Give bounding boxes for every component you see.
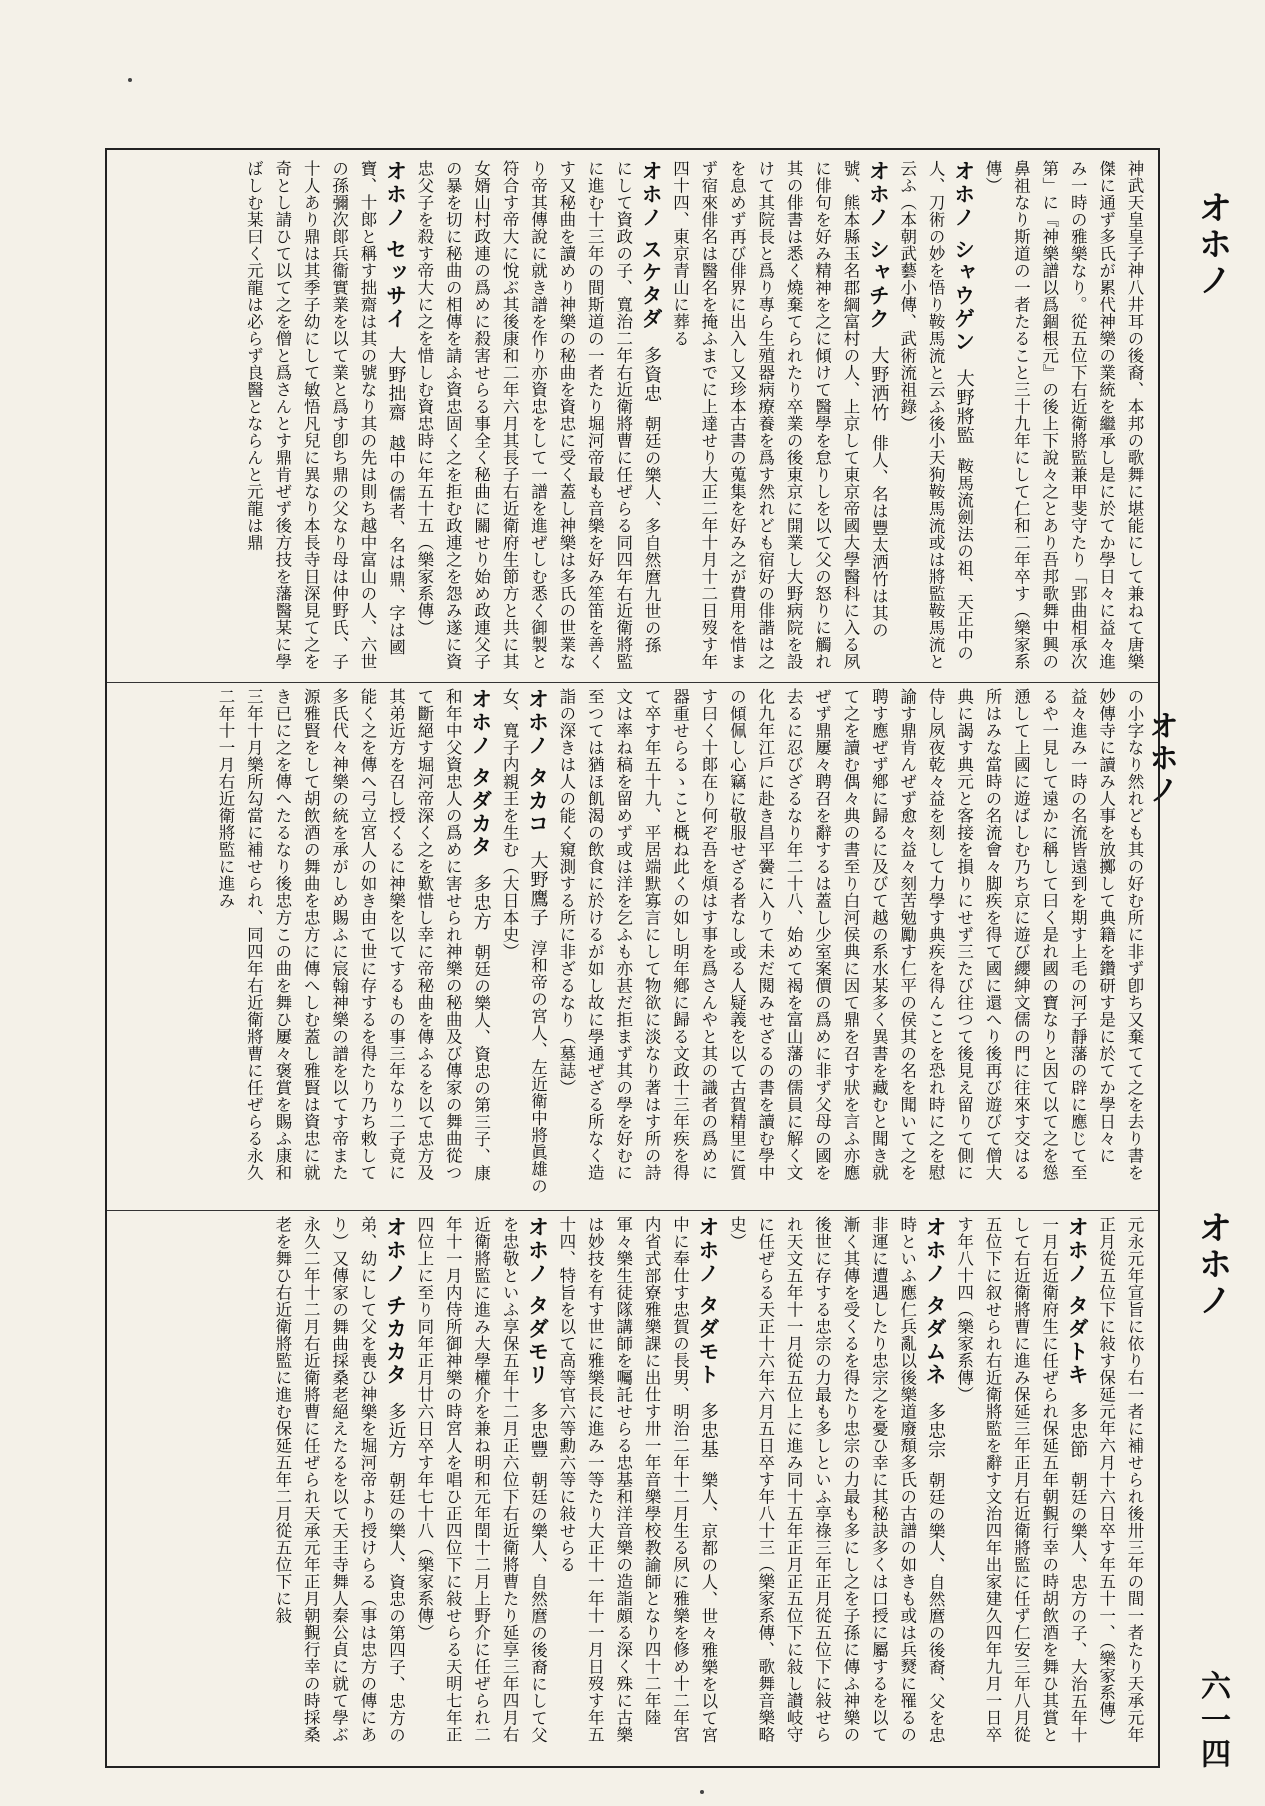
entry-name: 大野拙齋 [385, 346, 407, 423]
entry-text: 朝廷の樂人、自然麿の後裔にして父を忠敬といふ享保五年十二月正六位下右近衛將曹たり延享三年四月右近衛將監に進み大學權介を兼ね明和元年閏十二月上野介に任ぜられ二年十一月内侍所御神樂の時宮人を唱ひ正四位下に敍せらる天明七年正四位上に至り同年正月廿六日卒す年七十八（樂家系傳） [414, 1216, 548, 1744]
entry-continuation [1091, 1216, 1148, 1756]
entry [409, 160, 665, 670]
entry-heading: オホノ タダムネ [923, 1216, 949, 1387]
entry [409, 1216, 551, 1756]
running-header-top: オホノ [1192, 190, 1232, 298]
entry-name: 多忠豐 [527, 1402, 549, 1460]
entry [722, 1216, 949, 1756]
entry-heading: オホノ シャウゲン [951, 160, 977, 354]
entry-name: 多忠節 [1067, 1402, 1089, 1460]
entry-text: 俳人、名は豐太洒竹は其の號、熊本縣玉名郡綱富村の人、上京して東京帝國大學醫科に入る夙に俳句を好み精神を之に傾けて醫學を怠りしを以て父の怒りに觸れ其の俳書は悉く燒棄てられたり卒業の後東京に開業し大野病院を設けて其院長と爲り專ら生殖器病療養を爲す然れども宿好の俳諧は之を息めず再び俳界に出入し又珍本古書の蒐集を好み之が費用を惜まず宿來俳名は醫名を掩ふまでに上達せり大正二年十月十二日歿す年四十四、東京青山に葬る [670, 160, 889, 670]
entry [239, 160, 409, 670]
entry-heading: オホノ タダカタ [468, 688, 494, 859]
entry-text: 樂人、京都の人、世々雅樂を以て宮中に奉仕す忠賀の長男、明治二年十二月生る夙に雅樂を修め十二年宮内省式部寮雅樂課に出仕す卅一年音樂學校教諭師となり四十二年陸軍々樂生徒隊講師を囑託せらる忠基和洋音樂の造詣頗る深く殊に古樂は妙技を有す世に雅樂長に進み一等たり大正十一年十一月日歿す年五十四、特旨を以て高等官六等勳六等に敍せらる [556, 1216, 718, 1744]
running-header-bottom: オホノ [1192, 1210, 1232, 1318]
entry-heading: オホノ タダモト [695, 1216, 721, 1387]
entry [665, 160, 892, 670]
entry-heading: オホノ セッサイ [383, 160, 409, 331]
page-number: 六一四 [1195, 1670, 1230, 1772]
scan-speck [128, 78, 132, 82]
entry-text: 朝廷の樂人、忠方の子、大治五年十一月右近衛府生に任ぜられ保延五年朝覲行幸の時胡飲酒を舞ひ其賞として右近衛將曹に進み保延三年正月右近衛將監に任ず仁安三年八月從五位下に叙せられ右近衛將監を辭す文治四年出家建久四年九月一日卒す年八十四（樂家系傳） [954, 1216, 1088, 1744]
entry-text: 鞍馬流劍法の祖、天正中の人、刀術の妙を悟り鞍馬流と云ふ後小天狗鞍馬流或は將監鞍馬流と云ふ（本朝武藝小傳、武術流祖錄） [897, 160, 974, 670]
entry-text: 越中の儒者、名は鼎、字は國寶、十郞と稱す拙齋は其の號なり其の先は則ち越中富山の人、六世の孫彌次郞兵衞實業を以て業と爲す卽ち鼎の父なり母は仲野氏、子十人あり鼎は其季子幼にして敏悟凡兒に異なり本長寺日深見て之を奇とし請ひて以て之を僧と爲さんとす鼎肯ぜず後方技を藩醫某に學ばしむ某曰く元龍は必らず良醫とならんと元龍は鼎 [244, 160, 406, 670]
entry [551, 1216, 721, 1756]
entry-heading: オホノ チカカタ [383, 1216, 409, 1387]
tier-divider-2 [107, 1210, 1158, 1211]
entry-text: 元永元年宣旨に依り右一者に補せられ後卅三年の間一者たり天承元年正月從五位下に敍す保延元年六月十六日卒す年五十一、（樂家系傳） [1096, 1216, 1144, 1743]
entry-name: 多忠基 [697, 1402, 719, 1460]
entry-name: 多近方 [385, 1402, 407, 1460]
entry-name: 大野洒竹 [868, 346, 890, 423]
entry-text: 淳和帝の宮人、左近衛中將眞雄の女、寬子内親王を生む（大日本史） [500, 688, 548, 1195]
entry-heading: オホノ タカコ [525, 688, 551, 836]
tier-divider-1 [107, 682, 1158, 683]
tier-middle [118, 688, 1148, 1196]
entry [211, 688, 495, 1196]
entry-heading: オホノ スケタダ [639, 160, 665, 331]
entry [267, 1216, 409, 1756]
tier-top [118, 160, 1148, 670]
entry-name: 多忠宗 [925, 1402, 947, 1460]
entry-text: 神武天皇皇子神八井耳の後裔、本邦の歌舞に堪能にして兼ねて唐樂傑に通ず多氏が累代神樂の業統を繼承し是に於てか學日々に益々進み一時の雅樂なり。從五位下右近衛將監兼甲斐守たり「郢曲相承次第」に『神樂譜以爲錮根元』の後上下說々之とあり吾邦歌舞中興の鼻祖なり斯道の一者たること三十九年にして仁和二年卒す（樂家系傳） [982, 160, 1144, 670]
entry [949, 1216, 1091, 1756]
entry [892, 160, 977, 670]
entry-heading: オホノ タダトキ [1065, 1216, 1091, 1387]
running-header-middle: オホノ [1143, 710, 1178, 806]
entry-text: 朝廷の樂人、資忠の第四子、忠方の弟、幼にして父を喪ひ神樂を堀河帝より授けらる（事は忠方の傳にあり）又傳家の舞曲採桑老絕えたるを以て天王寺舞人秦公貞に就て學ぶ永久二年十二月右近衛將曹に任ぜられ天承元年正月朝覲行幸の時採桑老を舞ひ右近衛將監に進む保延五年二月從五位下に敍 [272, 1216, 406, 1744]
entry-text: 朝廷の樂人、自然麿の後裔、父を忠時といふ應仁兵亂以後樂道廢頹多氏の古譜の如きも或は兵燹に罹るの非運に遭遇したり忠宗之を憂ひ幸に其秘訣多くは口授に屬するを以て漸く其傳を受くるを得たり忠宗の力最も多にし之を子孫に傳ふ神樂の後世に存する忠宗の力最も多しといふ享祿三年正月從五位下に敍せられ天文五年十一月從五位上に進み同十五年正月正五位下に敍し讃岐守に任ぜらる天正十六年六月五日卒す年八十三（樂家系傳、歌舞音樂略史） [727, 1216, 946, 1744]
entry-text: 朝廷の樂人、資忠の第三子、康和年中父資忠人の爲めに害せられ神樂の秘曲及び傳家の舞曲從つて斷絕す堀河帝深く之を歎惜し幸に帝秘曲を傳ふるを以て忠方及其弟近方を召し授くるに神樂を以てするもの事三年なり二子竟に能く之を傳へ弓立宮人の如き由て世に存するを得たり乃ち敕して多氏代々神樂の統を承がしめ賜ふに宸翰神樂の譜を以てす帝また源雅賢をして胡飲酒の舞曲を忠方に傳へしむ蓋し雅賢は資忠に就き已に之を傳へたるなり後忠方この曲を舞ひ屢々褒賞を賜ふ康和三年十月樂所勾當に補せられ、同四年右近衛將曹に任ぜらる永久二年十一月右近衛將監に進み [216, 688, 491, 1182]
scan-speck [700, 1790, 704, 1794]
entry-heading: オホノ タダモリ [525, 1216, 551, 1387]
entry-name: 多資忠 [641, 346, 663, 404]
entry-name: 大野將監 [953, 369, 975, 446]
entry [495, 688, 552, 1196]
entry-text: の小字なり然れども其の好む所に非ず卽ち又棄てて之を去り書を妙傳寺に讀み人事を放擲して典籍を鑽研す是に於てか學日々に益々進み一時の名流皆遠到を期す上毛の河子靜藩の辟に應じて至るや一見して遠かに稱して曰く是れ國の寶なりと因て以て之を慫慂して上國に遊ばしむ乃ち京に遊び纓紳文儒の門に往來す交はる所はみな當時の名流會々脚疾を得て國に還へり後再び遊びて僧大典に謁す典元と客接を損りにせず三たび往つて後見え留りて側に侍し夙夜乾々益を刻して力學す典疾を得んことを恐れ時に之を慰諭す鼎肯んぜず愈々益々刻苦勉勵す仁平の侯其の名を聞いて之を聘す應ぜず鄕に歸るに及びて越の系水某多く異書を藏むと聞き就て之を讀む偶々典の書至り白河侯典に因て鼎を召す狀を言ふ亦應ぜず鼎屢々聘召を辭するは蓋し少室案價の爲めに非ず父母の國を去るに忍びざるなり年二十八、始めて褐を富山藩の儒員に解く文化九年江戶に赴き昌平黌に入りて未だ閱みせざるの書を讀む學中の傾佩し心竊に敬服せざる者なし或る人疑義を以て古賀精里に質す曰く十郞在り何ぞ吾を煩はす事を爲さんやと其の識者の爲めに器重せらるゝこと概ね此くの如し明年鄕に歸る文政十三年疾を得て卒す年五十九、平居端默寡言にして物欲に淡なり著はす所の詩文は率ね稿を留めず或は洋を乞ふも亦甚だ拒まず其の學を好むに至つては猶ほ飢渴の飲食に於けるが如し故に學通ぜざる所なく造詣の深きは人の能く窺測する所に非ざるなり（墓誌） [556, 688, 1144, 1181]
entry-continuation [551, 688, 1148, 1196]
entry-text: 朝廷の樂人、多自然麿九世の孫にして資政の子、寬治二年右近衛將曹に任ぜらる同四年右近衛將監に進む十三年の間斯道の一者たり堀河帝最も音樂を好み笙笛を善くす又秘曲を讀めり神樂の秘曲を資忠に受く蓋し神樂は多氏の世業なり帝其傳說に就き譜を作り亦資忠をして一譜を進ぜしむ悉く御製と符合す帝大に悅ぶ其後康和二年六月其長子右近衛府生節方と共に其女婿山村政連の爲めに殺害せらる事全く秘曲に關せり始め政連父子の暴を切に秘曲の相傳を請ふ資忠固く之を拒む政連之を怨み遂に資忠父子を殺す帝大に之を惜しむ資忠時に年五十五（樂家系傳） [414, 160, 662, 670]
entry-name: 大野鷹子 [527, 851, 549, 928]
tier-bottom [118, 1216, 1148, 1756]
entry-name: 多忠方 [470, 874, 492, 932]
entry-continuation [978, 160, 1148, 670]
entry-heading: オホノ シャチク [866, 160, 892, 331]
